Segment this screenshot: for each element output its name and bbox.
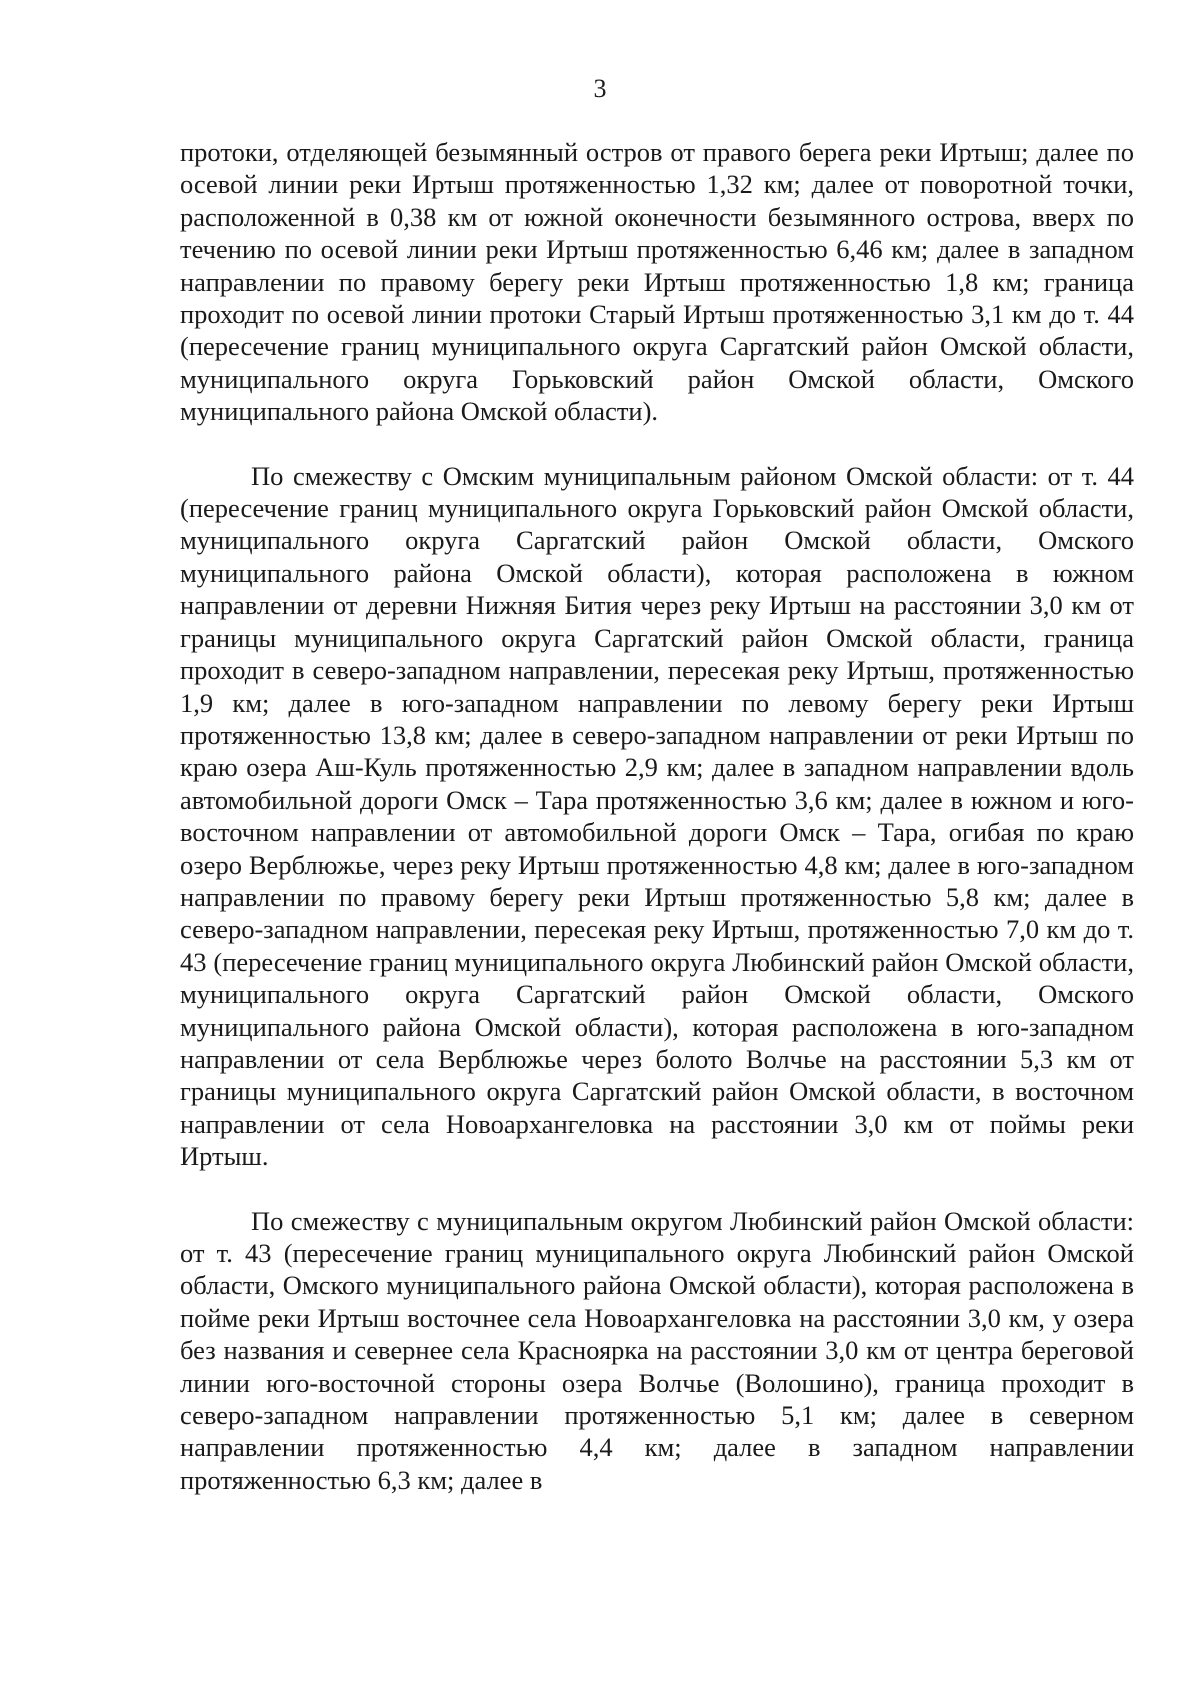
document-body bbox=[180, 136, 1134, 1496]
paragraph-continuation: протоки, отделяющей безымянный остров от правого берега реки Иртыш; далее по осевой линии реки Иртыш протяженностью 1,32 км; далее от поворотной точки, расположенной в 0,38 км от южной оконечности безымянного острова, вверх по течению по осевой линии реки Иртыш протяженностью 6,46 км; далее в западном направлении по правому берегу реки Иртыш протяженностью 1,8 км; граница проходит по осевой линии протоки Старый Иртыш протяженностью 3,1 км до т. 44 (пересечение границ муниципального округа Саргатский район Омской области, муниципального округа Горьковский район Омской области, Омского муниципального района Омской области). bbox=[180, 137, 1134, 427]
paragraph-lyubinsky-district-boundary: По смежеству с муниципальным округом Любинский район Омской области: от т. 43 (пересечение границ муниципального округа Любинский район Омской области, Омского муниципального района Омской области), которая расположена в пойме реки Иртыш восточнее села Новоархангеловка на расстоянии 3,0 км, у озера без названия и севернее села Красноярка на расстоянии 3,0 км от центра береговой линии юго-восточной стороны озера Волчье (Волошино), граница проходит в северо-западном направлении протяженностью 5,1 км; далее в северном направлении протяженностью 4,4 км; далее в западном направлении протяженностью 6,3 км; далее в bbox=[180, 1205, 1134, 1495]
paragraph-omsk-district-boundary: По смежеству с Омским муниципальным районом Омской области: от т. 44 (пересечение границ муниципального округа Горьковский район Омской области, муниципального округа Саргатский район Омской области, Омского муниципального района Омской области), которая расположена в южном направлении от деревни Нижняя Бития через реку Иртыш на расстоянии 3,0 км от границы муниципального округа Саргатский район Омской области, граница проходит в северо-западном направлении, пересекая реку Иртыш, протяженностью 1,9 км; далее в юго-западном направлении по левому берегу реки Иртыш протяженностью 13,8 км; далее в северо-западном направлении от реки Иртыш по краю озера Аш-Куль протяженностью 2,9 км; далее в западном направлении вдоль автомобильной дороги Омск – Тара протяженностью 3,6 км; далее в южном и юго-восточном направлении от автомобильной дороги Омск – Тара, огибая по краю озеро Верблюжье, через реку Иртыш протяженностью 4,8 км; далее в юго-западном направлении по правому берегу реки Иртыш протяженностью 5,8 км; далее в северо-западном направлении, пересекая реку Иртыш, протяженностью 7,0 км до т. 43 (пересечение границ муниципального округа Любинский район Омской области, муниципального округа Саргатский район Омской области, Омского муниципального района Омской области), которая расположена в юго-западном направлении от села Верблюжье через болото Волчье на расстоянии 5,3 км от границы муниципального округа Саргатский район Омской области, в восточном направлении от села Новоархангеловка на расстоянии 3,0 км от поймы реки Иртыш. bbox=[180, 460, 1134, 1172]
page-number: 3 bbox=[593, 74, 607, 103]
